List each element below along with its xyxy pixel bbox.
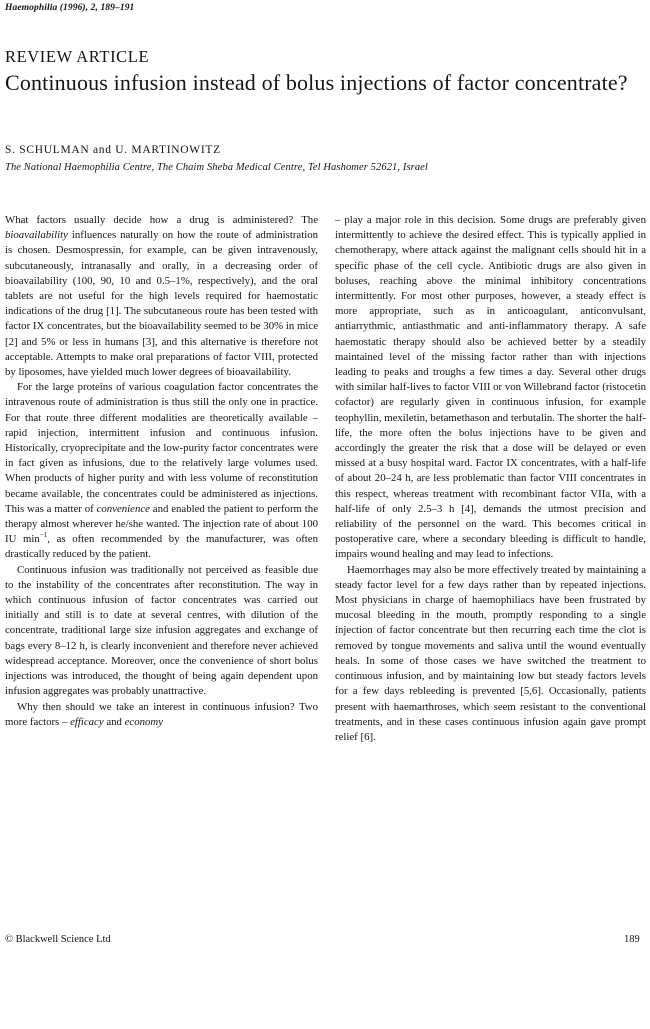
article-type: REVIEW ARTICLE (5, 47, 150, 66)
page-number: 189 (624, 934, 640, 945)
paragraph-4-continued: – play a major role in this decision. Some drugs are preferably given intermittently to achieve the desired effect. This is typically applied in chemotherapy, where attack against the malignant cells should hit in a specific phase of the cell cycle. Antibiotic drugs are also given in boluses, reaching above the minimal inhibitory concentrations intermittently. For most other purposes, however, a steady effect is more appropriate, such as in anticoagulant, anticonvulsant, antiarrythmic, antiasthmatic and anti-inflammatory therapy. A safe haemostatic therapy should also be achieved better by a steadily maintained level of the missing factor rather than with injections leading to peaks and troughs a few times a day. Several other drugs with similar half-lives to factor VIII or von Willebrand factor (ristocetin cofactor) are regularly given in continuous infusion, for example teophyllin, mexiletin, betamethason and terbutalin. The shorter the half-life, the more often the bolus injections have to be given and accordingly the greater the risk that a dose will be delayed or even missed at a busy hospital ward. Factor IX concentrates, with a half-life of about 20–24 h, are less problematic than factor VIII concentrates in this respect, whereas treatment with recombinant factor VIIa, with a half-life of only 2.5–3 h [4], demands the utmost precision and reliability of the personnel on the ward. This becomes critical in postoperative care, where a secondary bleeding is difficult to handle, impairs wound healing and may lead to infections. (335, 214, 646, 561)
paragraph-5: Haemorrhages may also be more effectively treated by maintaining a steady factor level for a few days rather than by repeated injections. Most physicians in charge of haemophiliacs have been frustrated by mucosal bleeding in the mouth, promptly responding to a single injection of factor concentrate but then recurring each time the clot is removed by tongue movements and saliva until the wound eventually heals. In some of those cases we have switched the treatment to continuous infusion, and by maintaining low but steady factors levels for a few days rebleeding is prevented [5,6]. Occasionally, patients present with haemarthroses, which seem resistant to the conventional treatments, and in these cases continuous infusion again gave prompt relief [6]. (335, 563, 646, 743)
emphasis: economy (124, 715, 164, 728)
body-column-left (5, 213, 318, 730)
text-run: , as often recommended by the manufacturer, was often drastically reduced by the patient. (5, 533, 319, 561)
text-run: influences naturally on how the route of administration is chosen. Desmospressin, for example, can be given intravenously, subcutaneously, intranasally and orally, in a decreasing order of bioavailability (100, 90, 10 and 0.5–1%, respectively), and the oral tablets are not useful for the high levels required for haemostatic indications of the drug [1]. The subcutaneous route has been tested with factor IX concentrates, but the bioavailability seemed to be 30% in mice [2] and 5% or less in humans [3], and this alternative is therefore not acceptable. Attempts to make oral preparations of factor VIII, protected by liposomes, have yielded much lower degrees of bioavailability. (5, 229, 318, 379)
emphasis: efficacy (70, 715, 104, 728)
text-run: Why then should we take an interest in continuous infusion? Two more factors – (5, 700, 318, 728)
running-head: Haemophilia (1996), 2, 189–191 (5, 3, 135, 13)
body-column-right (335, 213, 646, 745)
text-run: and enabled the patient to perform the therapy almost wherever he/she wanted. The injection rate of about 100 IU min (5, 502, 318, 546)
article-title: Continuous infusion instead of bolus injections of factor concentrate? (5, 70, 628, 95)
authors: S. SCHULMAN and U. MARTINOWITZ (5, 144, 221, 156)
affiliation: The National Haemophilia Centre, The Chaim Sheba Medical Centre, Tel Hashomer 52621, Israel (5, 162, 428, 173)
emphasis: convenience (96, 502, 150, 515)
text-run: and (103, 715, 125, 728)
paragraph-4 (5, 700, 318, 730)
copyright-notice: © Blackwell Science Ltd (5, 934, 111, 945)
text-run: For the large proteins of various coagulation factor concentrates the intravenous route of administration is thus still the only one in practice. For that route three different modalities are theoretically available – rapid injection, intermittent infusion and continuous infusion. Historically, cryoprecipitate and the low-purity factor concentrates were in fact given as infusions, due to the relatively large volumes used. When products of higher purity and with less volume of reconstitution became available, the concentrates could be administered as injections. This was a matter of (5, 381, 318, 515)
text-run: What factors usually decide how a drug is administered? The (5, 214, 318, 226)
paragraph-1 (5, 213, 318, 380)
emphasis: bioavailability (5, 229, 68, 242)
paragraph-3: Continuous infusion was traditionally not perceived as feasible due to the instability of the concentrates after reconstitution. The way in which continuous infusion of factor concentrates was carried out initially and still is to date at several centres, with dilution of the concentrate, traditional large size infusion aggregates and exchange of bags every 8–12 h, is clearly inconvenient and therefore never achieved widespread acceptance. Moreover, once the convenience of short bolus injections was introduced, the thought of being again dependent upon infusion aggregates was probably unattractive. (5, 563, 318, 698)
paragraph-2 (5, 380, 318, 562)
superscript: −1 (39, 531, 48, 540)
